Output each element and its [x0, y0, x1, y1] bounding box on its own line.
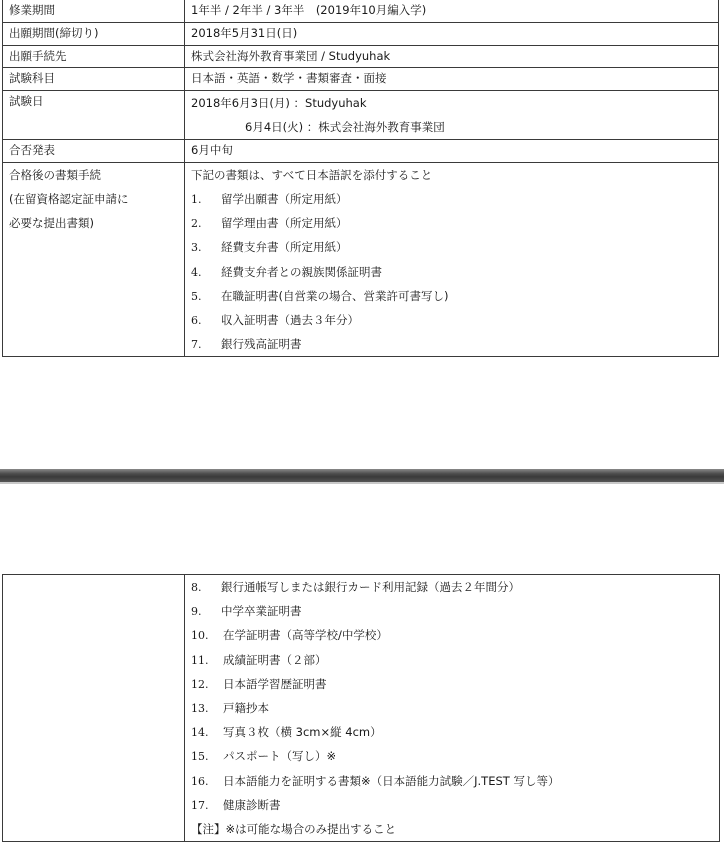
page-break-shadow — [0, 482, 724, 484]
list-item: 2. 留学理由書（所定用紙） — [191, 216, 348, 231]
row-label-empty — [3, 575, 185, 842]
list-item: 14. 写真３枚（横 3cm×縦 4cm） — [191, 725, 382, 740]
list-item: 5. 在職証明書(自営業の場合、営業許可書写し) — [191, 288, 449, 303]
list-item: 15. パスポート（写し）※ — [191, 749, 337, 764]
table-row-documents — [3, 163, 719, 357]
documents-intro: 下記の書類は、すべて日本語訳を添付すること — [191, 168, 433, 183]
list-item: 3. 経費支弁書（所定用紙） — [191, 240, 348, 255]
table-row — [3, 68, 719, 91]
list-item: 10. 在学証明書（高等学校/中学校） — [191, 628, 388, 643]
list-item: 7. 銀行残高証明書 — [191, 336, 302, 351]
list-item: 4. 経費支弁者との親族関係証明書 — [191, 264, 382, 279]
list-item: 8. 銀行通帳写しまたは銀行カード利用記録（過去２年間分） — [191, 580, 520, 594]
list-item: 12. 日本語学習歴証明書 — [191, 676, 327, 691]
row-label: 修業期間 — [3, 0, 185, 22]
row-label — [3, 163, 185, 357]
row-label: 試験科目 — [3, 68, 185, 91]
label-line: (在留資格認定証申請に — [9, 192, 129, 207]
label-line: 合格後の書類手続 — [9, 168, 101, 183]
label-line: 必要な提出書類) — [9, 216, 94, 231]
table-row — [3, 45, 719, 68]
row-value: 2018年5月31日(日) — [185, 22, 719, 45]
documents-list — [185, 163, 719, 357]
table-row — [3, 140, 719, 163]
exam-date-line: 6月4日(火) ：株式会社海外教育事業団 — [245, 120, 445, 135]
table-row — [3, 22, 719, 45]
row-label: 合否発表 — [3, 140, 185, 163]
row-label: 出願手続先 — [3, 45, 185, 68]
note-text: 【注】※は可能な場合のみ提出すること — [191, 821, 397, 836]
list-item: 13. 戸籍抄本 — [191, 700, 269, 715]
row-value: 株式会社海外教育事業団 / Studyuhak — [185, 45, 719, 68]
row-value: 1年半 / 2年半 / 3年半 (2019年10月編入学) — [185, 0, 719, 22]
row-value: 日本語・英語・数学・書類審査・面接 — [185, 68, 719, 91]
row-label: 試験日 — [3, 91, 185, 140]
table-row-exam-date — [3, 91, 719, 140]
list-item: 17. 健康診断書 — [191, 797, 281, 812]
list-item: 6. 収入証明書（過去３年分） — [191, 312, 359, 327]
row-value: 6月中旬 — [185, 140, 719, 163]
application-info-table — [2, 0, 719, 357]
exam-date-line: 2018年6月3日(月) ：Studyuhak — [191, 96, 367, 111]
list-item: 9. 中学卒業証明書 — [191, 604, 302, 619]
table-row — [3, 575, 720, 842]
page-break-divider — [0, 469, 724, 482]
list-item: 16. 日本語能力を証明する書類※（日本語能力試験／J.TEST 写し等） — [191, 773, 560, 788]
documents-continuation-table — [2, 574, 720, 842]
row-label: 出願期間(締切り) — [3, 22, 185, 45]
list-item: 11. 成績証明書（２部） — [191, 652, 327, 667]
row-value — [185, 91, 719, 140]
documents-list-continued — [185, 575, 720, 842]
table-row — [3, 0, 719, 22]
list-item: 1. 留学出願書（所定用紙） — [191, 192, 348, 207]
